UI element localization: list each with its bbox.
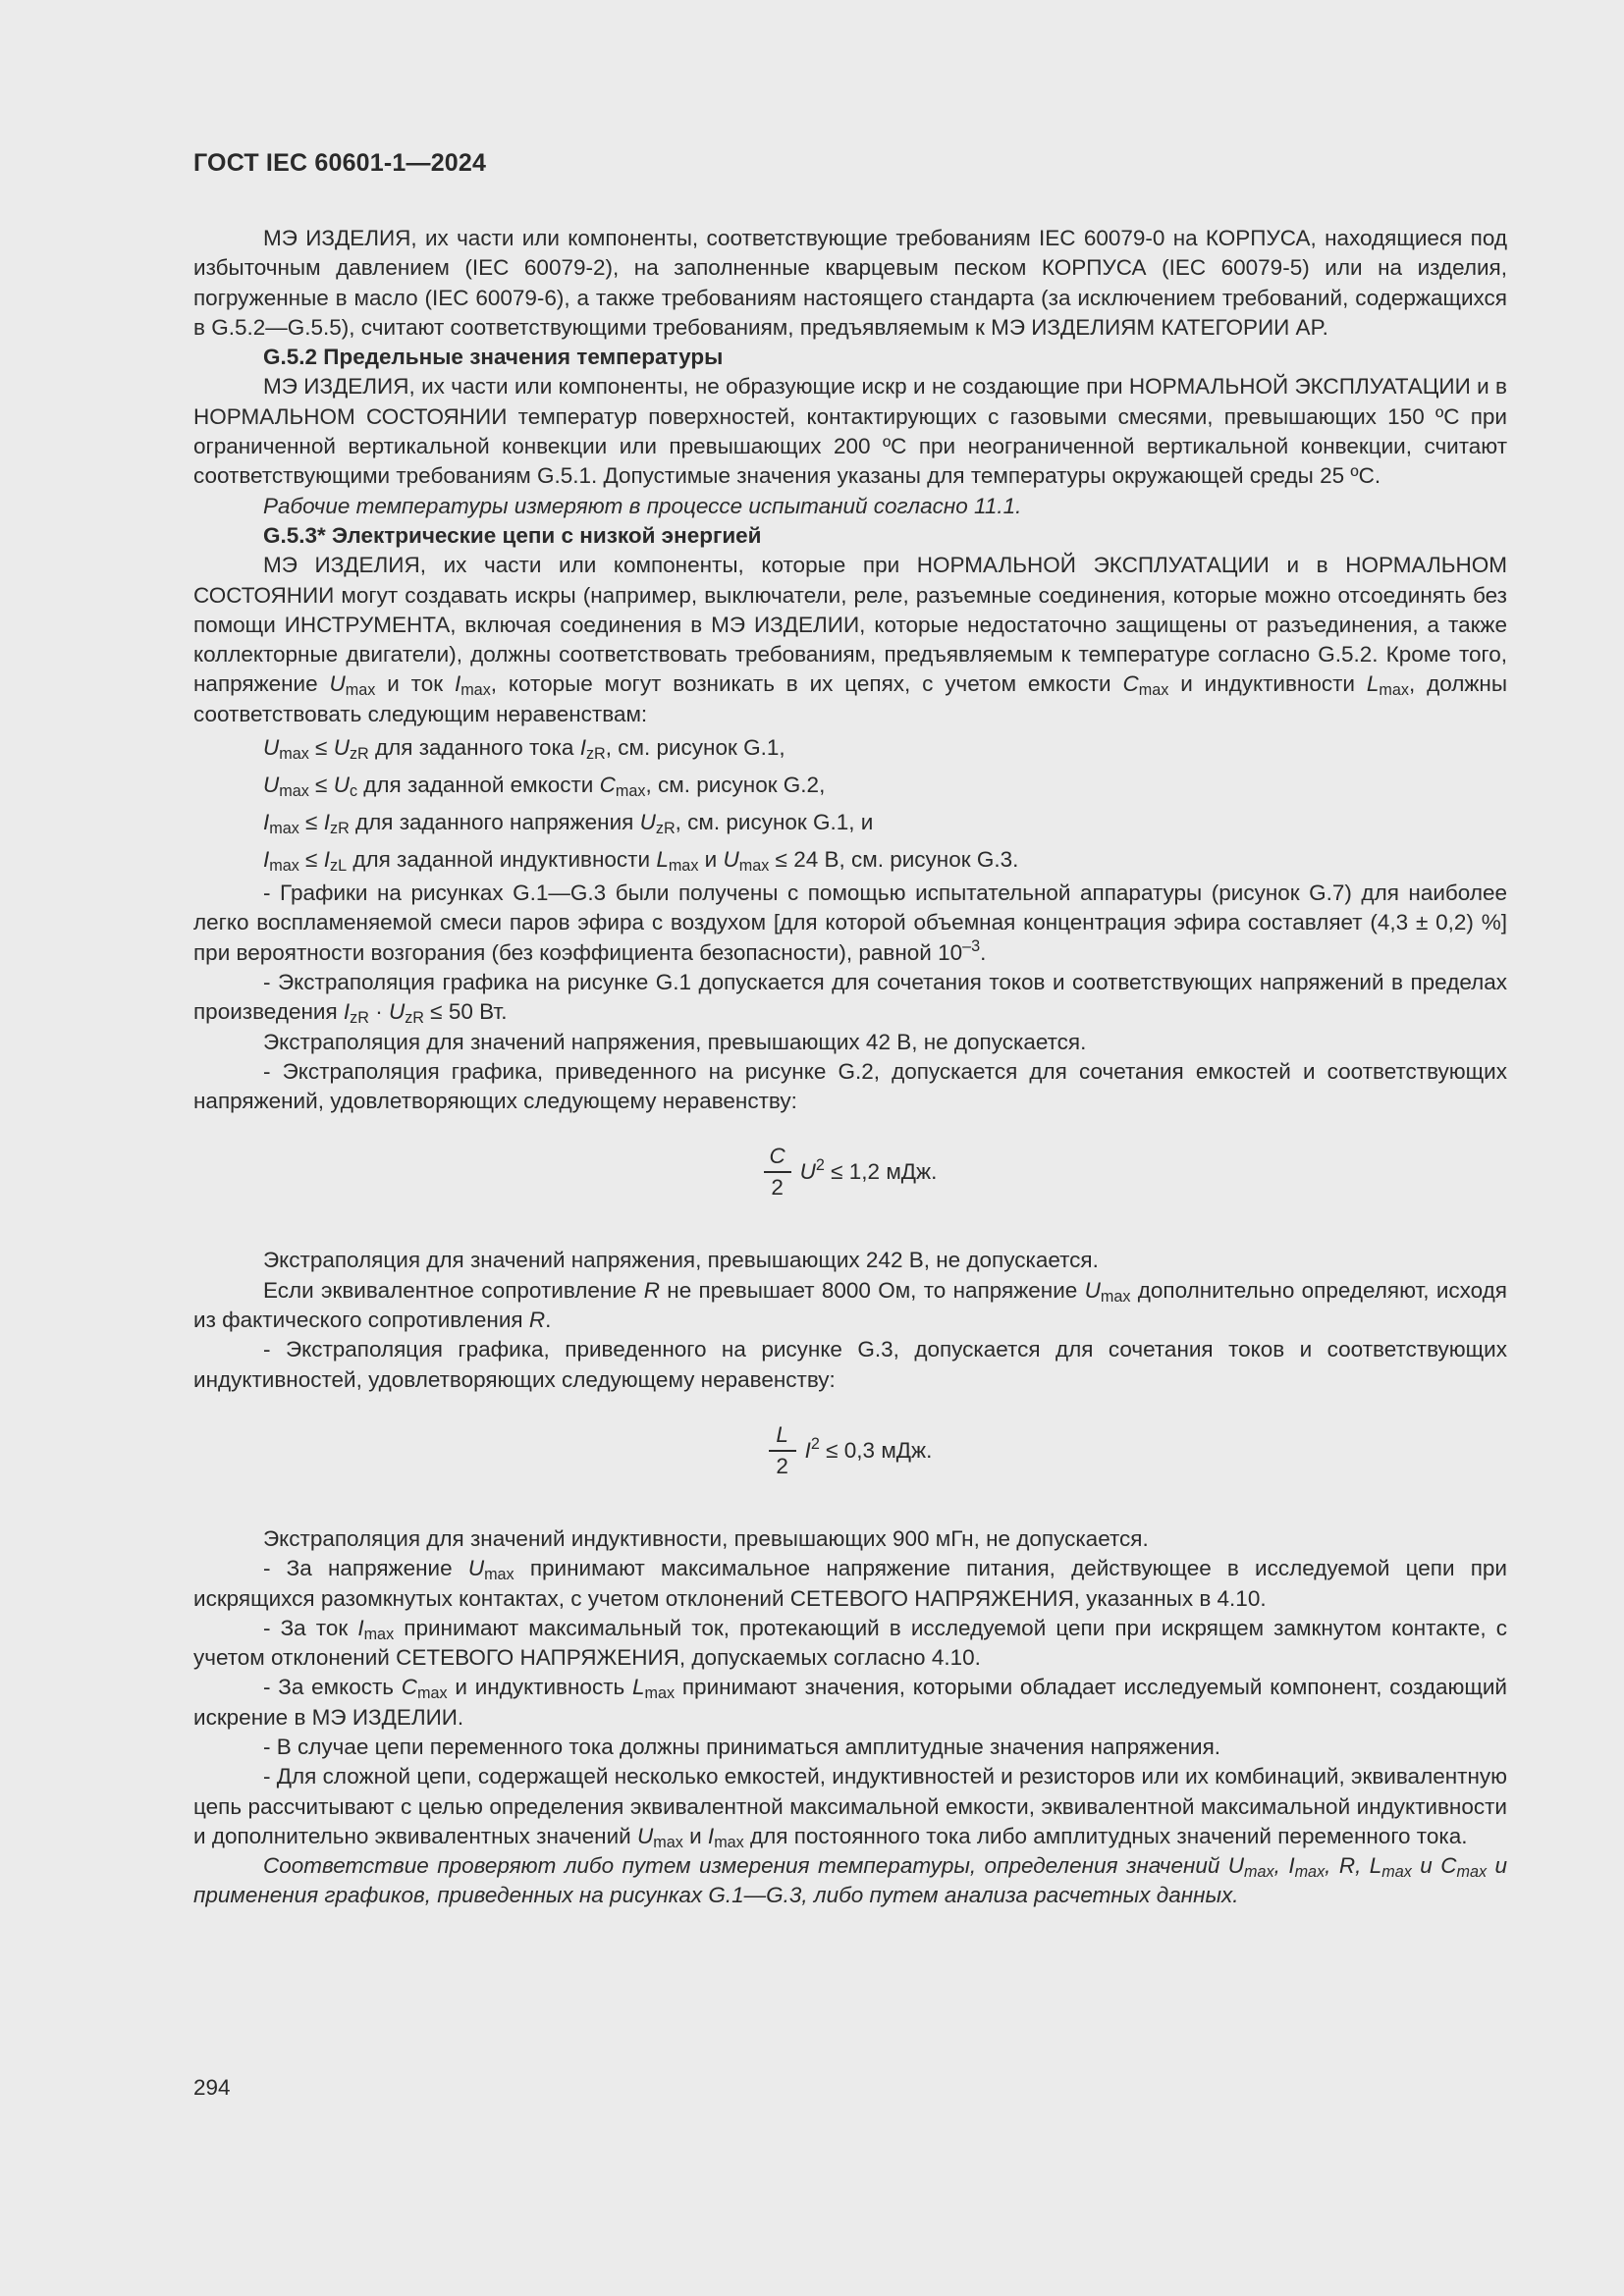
paragraph: Если эквивалентное сопротивление R не превышает 8000 Ом, то напряжение $U_{max}$ дополнительно определяют, исходя из фактического сопротивления R.: [193, 1277, 1507, 1333]
paragraph: - Экстраполяция графика, приведенного на рисунке G.2, допускается для сочетания емкостей и соответствующих напряжений, удовлетворяющих следующему неравенству:: [193, 1058, 1507, 1114]
fraction: [764, 1142, 791, 1202]
paragraph: МЭ ИЗДЕЛИЯ, их части или компоненты, соответствующие требованиям IEC 60079-0 на КОРПУСА, находящиеся под избыточным давлением (IEC 60079-2), на заполненные кварцевым песком КОРПУСА (IEC 60079-5) или на изделия, погруженные в масло (IEC 60079-6), а также требованиям настоящего стандарта (за исключением требований, содержащихся в G.5.2—G.5.5), считают соответствующими требованиям, предъявляемым к МЭ ИЗДЕЛИЯМ КАТЕГОРИИ AP.: [193, 226, 1507, 340]
paragraph: - Для сложной цепи, содержащей несколько емкостей, индуктивностей и резисторов или их комбинаций, эквивалентную цепь рассчитывают с целью определения эквивалентной максимальной емкости, эквивалентной максимальной индуктивности и дополнительно эквивалентных значений $U_{max}$ и $I_{max}$ для постоянного тока либо амплитудных значений переменного тока.: [193, 1764, 1507, 1851]
page-number: 294: [193, 2075, 231, 2100]
fraction-denominator: 2: [771, 1175, 784, 1201]
inequality-line: $I_{max} \le I_{zL}$ для заданной индуктивности $L_{max}$ и $U_{max} \le 24$ В, см. рисунок G.3.: [263, 847, 1019, 876]
formula-energy-inductance: [193, 1420, 1507, 1481]
section-heading: G.5.2 Предельные значения температуры: [263, 345, 724, 370]
inequality-line: $I_{max} \le I_{zR}$ для заданного напряжения $U_{zR}$, см. рисунок G.1, и: [263, 810, 874, 838]
paragraph: - Экстраполяция графика, приведенного на рисунке G.3, допускается для сочетания токов и соответствующих индуктивностей, удовлетворяющих следующему неравенству:: [193, 1337, 1507, 1392]
paragraph: - За емкость $C_{max}$ и индуктивность $L_{max}$ принимают значения, которыми обладает исследуемый компонент, создающий искрение в МЭ ИЗДЕЛИИ.: [193, 1675, 1507, 1730]
inequality-line: $U_{max} \le U_{zR}$ для заданного тока $I_{zR}$, см. рисунок G.1,: [263, 735, 785, 764]
formula-expression: $I^2 \le 0,3$ мДж.: [804, 1434, 933, 1463]
paragraph-italic: Соответствие проверяют либо путем измерения температуры, определения значений $U_{max}$, $I_{max}$, R, $L_{max}$ и $C_{max}$ и применения графиков, приведенных на рисунках G.1—G.3, либо путем анализа расчетных данных.: [193, 1853, 1507, 1908]
paragraph: МЭ ИЗДЕЛИЯ, их части или компоненты, которые при НОРМАЛЬНОЙ ЭКСПЛУАТАЦИИ и в НОРМАЛЬНОМ СОСТОЯНИИ могут создавать искры (например, выключатели, реле, разъемные соединения, которые можно отсоединять без помощи ИНСТРУМЕНТА, включая соединения в МЭ ИЗДЕЛИИ, которые недостаточно защищены от разъединения, а также коллекторные двигатели), должны соответствовать требованиям, предъявляемым к температуре согласно G.5.2. Кроме того, напряжение $U_{max}$ и ток $I_{max}$, которые могут возникать в их цепях, с учетом емкости $C_{max}$ и индуктивности $L_{max}$, должны соответствовать следующим неравенствам:: [193, 553, 1508, 726]
paragraph: Экстраполяция для значений индуктивности, превышающих 900 мГн, не допускается.: [263, 1525, 1149, 1551]
section-heading: G.5.3* Электрические цепи с низкой энергией: [263, 522, 762, 548]
paragraph: - Графики на рисунках G.1—G.3 были получены с помощью испытательной аппаратуры (рисунок G.7) для наиболее легко воспламеняемой смеси паров эфира с воздухом [для которой объемная концентрация эфира составляет (4,3 ± 0,2) %] при вероятности возгорания (без коэффициента безопасности), равной $10^{-3}$.: [193, 881, 1507, 965]
fraction-denominator: 2: [776, 1453, 788, 1478]
inequality-line: $U_{max} \le U_c$ для заданной емкости $C_{max}$, см. рисунок G.2,: [263, 773, 826, 801]
formula-energy-capacitance: [193, 1142, 1507, 1202]
paragraph: МЭ ИЗДЕЛИЯ, их части или компоненты, не образующие искр и не создающие при НОРМАЛЬНОЙ ЭКСПЛУАТАЦИИ и в НОРМАЛЬНОМ СОСТОЯНИИ температур поверхностей, контактирующих с газовыми смесями, превышающих 150 ºС при ограниченной вертикальной конвекции или превышающих 200 ºС при неограниченной вертикальной конвекции, считают соответствующими требованиям G.5.1. Допустимые значения указаны для температуры окружающей среды 25 ºС.: [193, 374, 1507, 489]
paragraph: - За ток $I_{max}$ принимают максимальный ток, протекающий в исследуемой цепи при искрящем замкнутом контакте, с учетом отклонений СЕТЕВОГО НАПРЯЖЕНИЯ, допускаемых согласно 4.10.: [193, 1615, 1507, 1671]
formula-expression: $U^2 \le 1,2$ мДж.: [799, 1156, 938, 1185]
fraction: [769, 1420, 796, 1481]
document-body: [193, 224, 1507, 1911]
paragraph-italic: Рабочие температуры измеряют в процессе испытаний согласно 11.1.: [263, 493, 1022, 518]
document-header: ГОСТ IEC 60601-1—2024: [193, 149, 487, 177]
paragraph: - За напряжение $U_{max}$ принимают максимальное напряжение питания, действующее в исследуемой цепи при искрящихся разомкнутых контактах, с учетом отклонений СЕТЕВОГО НАПРЯЖЕНИЯ, указанных в 4.10.: [193, 1556, 1507, 1611]
fraction-numerator: L: [776, 1421, 788, 1447]
paragraph: Экстраполяция для значений напряжения, превышающих 242 В, не допускается.: [263, 1248, 1099, 1273]
paragraph: - В случае цепи переменного тока должны приниматься амплитудные значения напряжения.: [263, 1734, 1221, 1759]
fraction-numerator: C: [769, 1144, 785, 1169]
paragraph: Экстраполяция для значений напряжения, превышающих 42 В, не допускается.: [263, 1029, 1087, 1054]
paragraph: - Экстраполяция графика на рисунке G.1 допускается для сочетания токов и соответствующих напряжений в пределах произведения $I_{zR} \cdot U_{zR} \le 50$ Вт.: [193, 969, 1507, 1028]
